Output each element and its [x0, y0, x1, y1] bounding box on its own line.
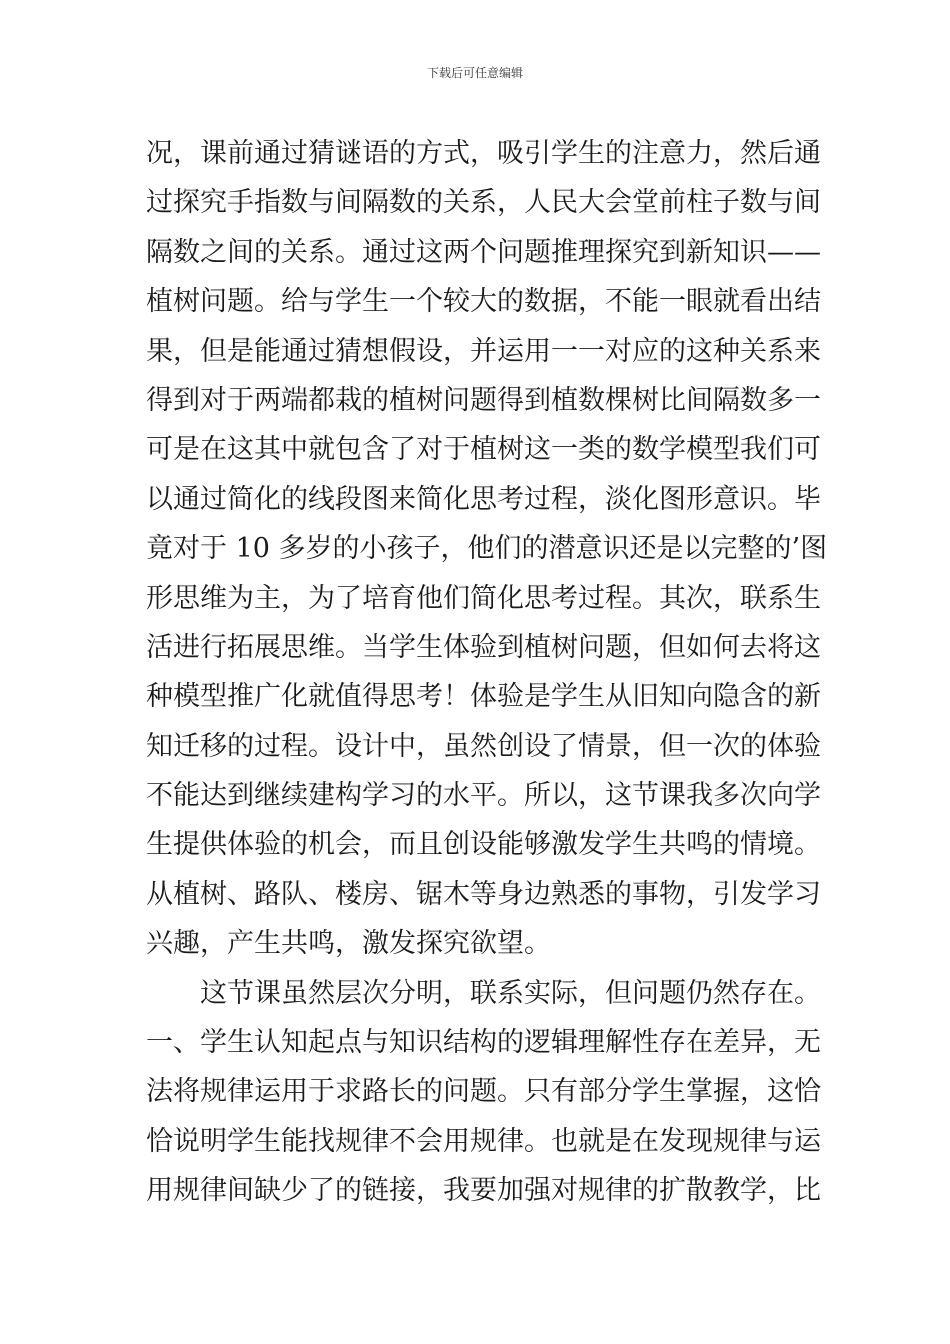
text-line: 恰说明学生能找规律不会用规律。也就是在发现规律与运 — [146, 1125, 821, 1157]
paragraph-start-line: 这节课虽然层次分明，联系实际，但问题仍然存在。 — [200, 977, 821, 1009]
text-line: 况，课前通过猜谜语的方式，吸引学生的注意力，然后通 — [146, 138, 821, 169]
text-line: 植树问题。给与学生一个较大的数据，不能一眼就看出结 — [146, 286, 821, 318]
text-line: 隔数之间的关系。通过这两个问题推理探究到新知识—— — [146, 236, 821, 268]
text-line: 一、学生认知起点与知识结构的逻辑理解性存在差异，无 — [146, 1027, 821, 1059]
text-line: 不能达到继续建构学习的水平。所以，这节课我多次向学 — [146, 780, 821, 812]
text-line: 竟对于 10 多岁的小孩子，他们的潜意识还是以完整的’图 — [146, 533, 828, 565]
text-line: 用规律间缺少了的链接，我要加强对规律的扩散教学，比 — [146, 1175, 821, 1207]
text-line: 形思维为主，为了培育他们简化思考过程。其次，联系生 — [146, 582, 821, 614]
text-line: 种模型推广化就值得思考！体验是学生从旧知向隐含的新 — [146, 681, 821, 713]
text-line: 得到对于两端都栽的植树问题得到植数棵树比间隔数多一 — [146, 384, 821, 416]
text-line: 过探究手指数与间隔数的关系，人民大会堂前柱子数与间 — [146, 187, 821, 219]
text-line: 法将规律运用于求路长的问题。只有部分学生掌握，这恰 — [146, 1076, 821, 1108]
text-line: 活进行拓展思维。当学生体验到植树问题，但如何去将这 — [146, 631, 821, 663]
text-line: 果，但是能通过猜想假设，并运用一一对应的这种关系来 — [146, 335, 821, 367]
text-line: 从植树、路队、楼房、锯木等身边熟悉的事物，引发学习 — [146, 878, 821, 910]
document-body — [146, 129, 828, 1216]
paragraph-end-line: 兴趣，产生共鸣，激发探究欲望。 — [146, 928, 551, 960]
text-line: 生提供体验的机会，而且创设能够激发学生共鸣的情境。 — [146, 829, 821, 861]
page-header: 下载后可任意编辑 — [426, 66, 523, 80]
text-line: 可是在这其中就包含了对于植树这一类的数学模型我们可 — [146, 434, 821, 466]
text-line: 以通过简化的线段图来简化思考过程，淡化图形意识。毕 — [146, 483, 821, 515]
text-line: 知迁移的过程。设计中，虽然创设了情景，但一次的体验 — [146, 730, 821, 762]
